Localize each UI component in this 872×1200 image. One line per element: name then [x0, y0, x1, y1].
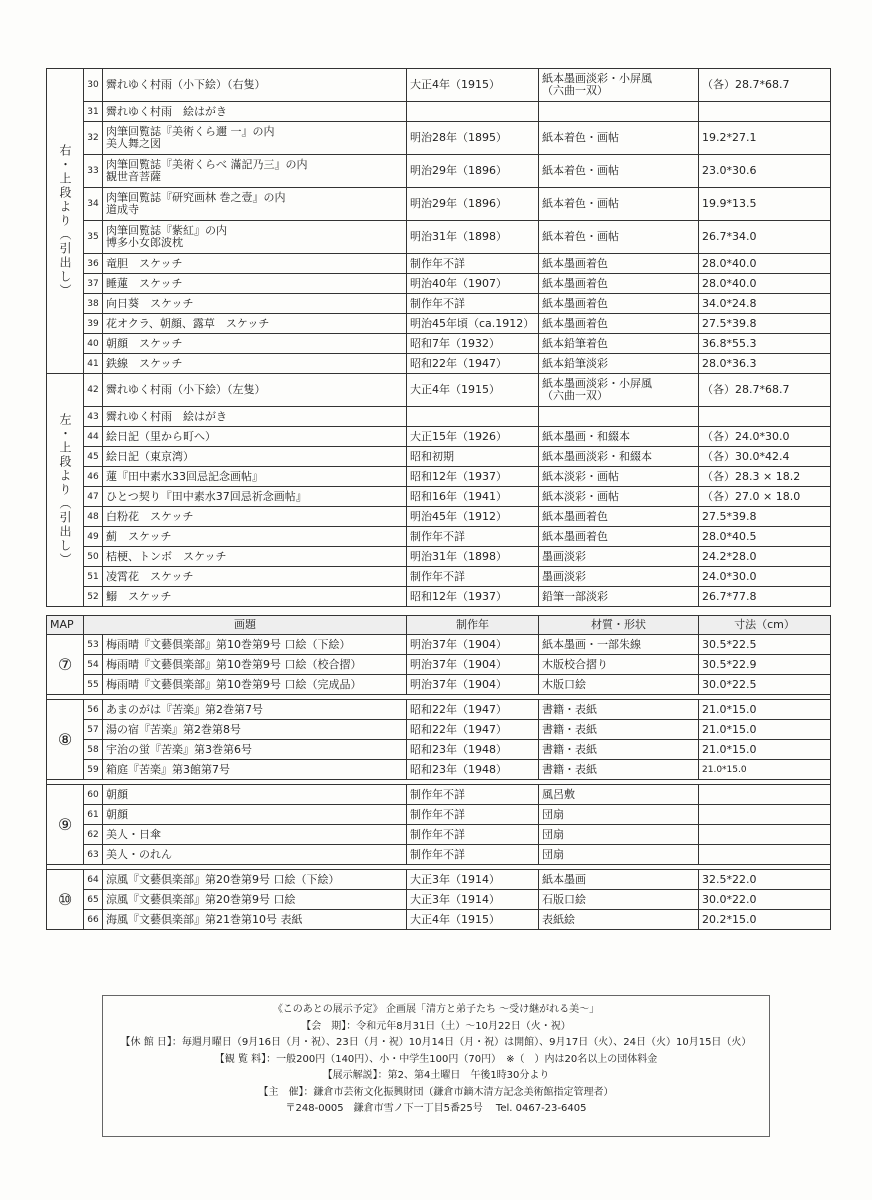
item-material — [539, 427, 699, 447]
header-material: 材質・形状 — [539, 616, 699, 635]
item-number: 55 — [84, 675, 103, 695]
text-line: 向日葵 スケッチ — [106, 296, 194, 310]
table-row — [47, 221, 831, 254]
info-line-address: 〒248-0005 鎌倉市雪ノ下一丁目5番25号 Tel. 0467-23-6405 — [285, 1103, 587, 1114]
item-size: （各）28.7*68.7 — [699, 69, 831, 102]
text-line: 紙本墨画着色 — [542, 529, 608, 543]
table-row — [47, 870, 831, 890]
item-number: 65 — [84, 890, 103, 910]
item-year: 大正15年（1926） — [407, 427, 539, 447]
item-material — [539, 188, 699, 221]
text-line: 紙本墨画淡彩・和綴本 — [542, 449, 652, 463]
item-number: 51 — [84, 567, 103, 587]
item-title: 朝顔 — [103, 805, 407, 825]
item-number: 41 — [84, 354, 103, 374]
table-row — [47, 467, 831, 487]
text-line: 肉筆回覧誌『美術くらべ 滿記乃三』の内 — [106, 158, 308, 171]
map-number: ⑦ — [47, 635, 84, 695]
item-material — [539, 354, 699, 374]
table-row — [47, 407, 831, 427]
item-number: 30 — [84, 69, 103, 102]
item-number: 37 — [84, 274, 103, 294]
table-row — [47, 374, 831, 407]
item-title — [103, 567, 407, 587]
table-row — [47, 427, 831, 447]
item-number: 43 — [84, 407, 103, 427]
item-year: 大正3年（1914） — [407, 890, 539, 910]
item-size: 28.0*40.0 — [699, 254, 831, 274]
item-number: 36 — [84, 254, 103, 274]
item-material — [539, 527, 699, 547]
item-size: 28.0*40.0 — [699, 274, 831, 294]
item-title: 涼風『文藝倶楽部』第20巻第9号 口絵（下絵） — [103, 870, 407, 890]
item-size — [699, 805, 831, 825]
item-year: 明治45年（1912） — [407, 507, 539, 527]
item-number: 64 — [84, 870, 103, 890]
item-size: 30.0*22.0 — [699, 890, 831, 910]
text-line: 紙本墨画着色 — [542, 276, 608, 290]
text-line: 鰯 スケッチ — [106, 589, 172, 603]
map-number: ⑨ — [47, 785, 84, 865]
text-line: 紙本墨画淡彩・小屏風 — [542, 377, 652, 390]
item-year: 明治40年（1907） — [407, 274, 539, 294]
item-year: 明治31年（1898） — [407, 547, 539, 567]
item-title — [103, 314, 407, 334]
item-size — [699, 102, 831, 122]
item-material — [539, 447, 699, 467]
item-number: 61 — [84, 805, 103, 825]
section-label-text: 左・上段より（引出し） — [58, 413, 72, 567]
item-material — [539, 374, 699, 407]
header-title: 画題 — [84, 616, 407, 635]
item-year: 大正3年（1914） — [407, 870, 539, 890]
item-material: 書籍・表紙 — [539, 720, 699, 740]
item-number: 50 — [84, 547, 103, 567]
info-line-schedule: 《このあとの展示予定》 企画展「清方と弟子たち ～受け継がれる美～」 — [272, 1004, 600, 1015]
text-line: 紙本着色・画帖 — [542, 131, 619, 144]
item-size: 27.5*39.8 — [699, 314, 831, 334]
item-year: 昭和初期 — [407, 447, 539, 467]
item-size: 34.0*24.8 — [699, 294, 831, 314]
item-number: 31 — [84, 102, 103, 122]
item-material: 書籍・表紙 — [539, 760, 699, 780]
section-label — [47, 69, 84, 374]
text-line: 鉄線 スケッチ — [106, 356, 183, 370]
item-number: 46 — [84, 467, 103, 487]
item-material: 木版口絵 — [539, 675, 699, 695]
table-row — [47, 507, 831, 527]
item-size — [699, 785, 831, 805]
table-row — [47, 102, 831, 122]
item-title — [103, 467, 407, 487]
info-line-period: 【会 期】：令和元年8月31日（土）～10月22日（火・祝） — [301, 1020, 571, 1032]
table-row — [47, 655, 831, 675]
item-number: 49 — [84, 527, 103, 547]
item-size: 30.5*22.9 — [699, 655, 831, 675]
item-material — [539, 467, 699, 487]
item-material: 団扇 — [539, 805, 699, 825]
item-material — [539, 507, 699, 527]
item-number: 53 — [84, 635, 103, 655]
table-row — [47, 720, 831, 740]
table-row — [47, 294, 831, 314]
item-title — [103, 188, 407, 221]
item-title: 梅雨晴『文藝倶楽部』第10巻第9号 口絵（完成品） — [103, 675, 407, 695]
text-line: 霽れゆく村雨（小下絵）（左隻） — [106, 383, 266, 396]
item-year: 制作年不詳 — [407, 785, 539, 805]
item-number: 38 — [84, 294, 103, 314]
item-material — [539, 487, 699, 507]
table-row — [47, 740, 831, 760]
item-number: 63 — [84, 845, 103, 865]
text-line: 紙本鉛筆着色 — [542, 336, 608, 350]
item-year: 明治37年（1904） — [407, 655, 539, 675]
item-year — [407, 102, 539, 122]
text-line: 紙本鉛筆淡彩 — [542, 356, 608, 370]
map-number: ⑩ — [47, 870, 84, 930]
item-material: 書籍・表紙 — [539, 740, 699, 760]
item-number: 66 — [84, 910, 103, 930]
item-material: 書籍・表紙 — [539, 700, 699, 720]
text-line: 紙本着色・画帖 — [542, 197, 619, 210]
item-material — [539, 122, 699, 155]
item-size: 27.5*39.8 — [699, 507, 831, 527]
item-number: 42 — [84, 374, 103, 407]
table-row — [47, 527, 831, 547]
text-line: 観世音菩薩 — [106, 170, 161, 183]
item-title — [103, 294, 407, 314]
text-line: 墨画淡彩 — [542, 569, 586, 583]
text-line: 鉛筆一部淡彩 — [542, 589, 608, 603]
info-line-organizer: 【主 催】：鎌倉市芸術文化振興財団（鎌倉市鏑木清方記念美術館指定管理者） — [258, 1086, 614, 1098]
text-line: 桔梗、トンボ スケッチ — [106, 549, 227, 563]
item-size: 30.0*22.5 — [699, 675, 831, 695]
item-year: 制作年不詳 — [407, 527, 539, 547]
table-row — [47, 254, 831, 274]
item-number: 47 — [84, 487, 103, 507]
item-number: 57 — [84, 720, 103, 740]
item-title: 海風『文藝倶楽部』第21巻第10号 表紙 — [103, 910, 407, 930]
item-size: 19.2*27.1 — [699, 122, 831, 155]
table-row — [47, 354, 831, 374]
item-title — [103, 427, 407, 447]
item-material: 木版校合摺り — [539, 655, 699, 675]
item-material: 団扇 — [539, 845, 699, 865]
header-map: MAP — [47, 616, 84, 635]
item-number: 32 — [84, 122, 103, 155]
item-size: 28.0*40.5 — [699, 527, 831, 547]
item-size: 32.5*22.0 — [699, 870, 831, 890]
artwork-list — [46, 68, 830, 930]
item-title — [103, 155, 407, 188]
item-size: （各）27.0 × 18.0 — [699, 487, 831, 507]
item-title: 箱庭『苦楽』第3館第7号 — [103, 760, 407, 780]
item-title — [103, 487, 407, 507]
item-title — [103, 447, 407, 467]
item-year: 大正4年（1915） — [407, 69, 539, 102]
item-number: 39 — [84, 314, 103, 334]
item-material: 石版口絵 — [539, 890, 699, 910]
table-row — [47, 675, 831, 695]
item-number: 35 — [84, 221, 103, 254]
item-number: 54 — [84, 655, 103, 675]
item-size: 30.5*22.5 — [699, 635, 831, 655]
item-material — [539, 155, 699, 188]
table-row — [47, 700, 831, 720]
text-line: 博多小女郎波枕 — [106, 236, 183, 249]
text-line: （六曲一双） — [542, 389, 608, 402]
item-year: 昭和22年（1947） — [407, 354, 539, 374]
item-year: 昭和23年（1948） — [407, 760, 539, 780]
item-year: 大正4年（1915） — [407, 374, 539, 407]
text-line: 紙本淡彩・画帖 — [542, 489, 619, 503]
item-title: 梅雨晴『文藝倶楽部』第10巻第9号 口絵（校合摺） — [103, 655, 407, 675]
info-line-fee: 【観 覧 料】：一般200円（140円）、小・中学生100円（70円） ※（ ）内は20名以上の団体料金 — [214, 1053, 658, 1065]
item-year: 昭和12年（1937） — [407, 587, 539, 607]
text-line: ひとつ契り『田中素水37回忌祈念画帖』 — [106, 489, 307, 503]
text-line: （六曲一双） — [542, 84, 608, 97]
item-year: 制作年不詳 — [407, 825, 539, 845]
item-year: 明治31年（1898） — [407, 221, 539, 254]
item-title: 美人・のれん — [103, 845, 407, 865]
text-line: 凌霄花 スケッチ — [106, 569, 194, 583]
table-row — [47, 760, 831, 780]
text-line: 紙本淡彩・画帖 — [542, 469, 619, 483]
item-size: 21.0*15.0 — [699, 740, 831, 760]
table-header — [47, 616, 831, 635]
header-year: 制作年 — [407, 616, 539, 635]
item-year: 昭和22年（1947） — [407, 700, 539, 720]
text-line: 霽れゆく村雨（小下絵）（右隻） — [106, 78, 266, 91]
item-title: 涼風『文藝倶楽部』第20巻第9号 口絵 — [103, 890, 407, 910]
item-size: 28.0*36.3 — [699, 354, 831, 374]
item-material: 表紙絵 — [539, 910, 699, 930]
item-material — [539, 294, 699, 314]
map-number: ⑧ — [47, 700, 84, 780]
table-row — [47, 122, 831, 155]
item-number: 40 — [84, 334, 103, 354]
item-year: 昭和7年（1932） — [407, 334, 539, 354]
item-year: 明治37年（1904） — [407, 675, 539, 695]
text-line: 白粉花 スケッチ — [106, 509, 194, 523]
item-material — [539, 274, 699, 294]
item-number: 56 — [84, 700, 103, 720]
text-line: 花オクラ、朝顔、露草 スケッチ — [106, 316, 270, 330]
item-size: 26.7*34.0 — [699, 221, 831, 254]
item-year: 昭和23年（1948） — [407, 740, 539, 760]
item-number: 58 — [84, 740, 103, 760]
item-title — [103, 374, 407, 407]
item-title — [103, 407, 407, 427]
table-row — [47, 69, 831, 102]
text-line: 肉筆回覧誌『紫紅』の内 — [106, 224, 227, 237]
item-title — [103, 547, 407, 567]
item-material — [539, 407, 699, 427]
item-number: 60 — [84, 785, 103, 805]
table-row — [47, 845, 831, 865]
item-title — [103, 254, 407, 274]
item-material — [539, 314, 699, 334]
text-line: 紙本墨画着色 — [542, 509, 608, 523]
item-number: 33 — [84, 155, 103, 188]
item-size: 20.2*15.0 — [699, 910, 831, 930]
item-number: 48 — [84, 507, 103, 527]
item-title: 湯の宿『苦楽』第2巻第8号 — [103, 720, 407, 740]
item-title — [103, 507, 407, 527]
text-line: 紙本墨画着色 — [542, 296, 608, 310]
bottom-artwork-table — [46, 615, 831, 930]
item-size: 19.9*13.5 — [699, 188, 831, 221]
table-row — [47, 805, 831, 825]
table-row — [47, 635, 831, 655]
item-material — [539, 254, 699, 274]
table-row — [47, 825, 831, 845]
table-row — [47, 334, 831, 354]
item-number: 45 — [84, 447, 103, 467]
item-material — [539, 567, 699, 587]
item-material — [539, 547, 699, 567]
item-year: 明治29年（1896） — [407, 188, 539, 221]
text-line: 肉筆回覧誌『美術くら邇 一』の内 — [106, 125, 275, 138]
text-line: 道成寺 — [106, 203, 139, 216]
item-year: 明治28年（1895） — [407, 122, 539, 155]
item-material — [539, 102, 699, 122]
item-number: 44 — [84, 427, 103, 447]
text-line: 紙本墨画・和綴本 — [542, 429, 630, 443]
table-row — [47, 274, 831, 294]
item-material: 風呂敷 — [539, 785, 699, 805]
text-line: 墨画淡彩 — [542, 549, 586, 563]
item-title — [103, 274, 407, 294]
item-title — [103, 69, 407, 102]
item-size: 36.8*55.3 — [699, 334, 831, 354]
item-year: 昭和16年（1941） — [407, 487, 539, 507]
table-row — [47, 314, 831, 334]
table-row — [47, 447, 831, 467]
item-material — [539, 334, 699, 354]
text-line: 竜胆 スケッチ — [106, 256, 183, 270]
item-year: 明治29年（1896） — [407, 155, 539, 188]
item-size — [699, 825, 831, 845]
item-material — [539, 69, 699, 102]
section-label — [47, 374, 84, 607]
item-title — [103, 102, 407, 122]
item-year: 昭和22年（1947） — [407, 720, 539, 740]
item-size: （各）24.0*30.0 — [699, 427, 831, 447]
item-year: 大正4年（1915） — [407, 910, 539, 930]
table-row — [47, 910, 831, 930]
table-row — [47, 785, 831, 805]
item-material: 紙本墨画 — [539, 870, 699, 890]
item-year: 明治37年（1904） — [407, 635, 539, 655]
table-row — [47, 890, 831, 910]
item-year: 明治45年頃（ca.1912） — [407, 314, 539, 334]
item-title — [103, 334, 407, 354]
item-size: （各）28.7*68.7 — [699, 374, 831, 407]
header-size: 寸法（cm） — [699, 616, 831, 635]
item-year: 制作年不詳 — [407, 254, 539, 274]
upcoming-exhibition-info — [102, 995, 770, 1137]
item-year: 昭和12年（1937） — [407, 467, 539, 487]
table-row — [47, 188, 831, 221]
text-line: 朝顔 スケッチ — [106, 336, 183, 350]
item-number: 34 — [84, 188, 103, 221]
item-title — [103, 587, 407, 607]
top-artwork-table — [46, 68, 831, 607]
item-size: 21.0*15.0 — [699, 700, 831, 720]
text-line: 美人舞之図 — [106, 137, 161, 150]
item-title — [103, 122, 407, 155]
item-size — [699, 407, 831, 427]
text-line: 紙本墨画淡彩・小屏風 — [542, 72, 652, 85]
table-row — [47, 155, 831, 188]
item-title: あまのがは『苦楽』第2巻第7号 — [103, 700, 407, 720]
item-material: 団扇 — [539, 825, 699, 845]
item-size: 24.2*28.0 — [699, 547, 831, 567]
section-label-text: 右・上段より（引出し） — [58, 144, 72, 298]
item-year — [407, 407, 539, 427]
text-line: 蓮『田中素水33回忌記念画帖』 — [106, 469, 263, 483]
item-year: 制作年不詳 — [407, 805, 539, 825]
item-year: 制作年不詳 — [407, 845, 539, 865]
item-title: 美人・日傘 — [103, 825, 407, 845]
text-line: 霽れゆく村雨 絵はがき — [106, 409, 227, 423]
text-line: 紙本着色・画帖 — [542, 230, 619, 243]
table-row — [47, 567, 831, 587]
item-size: 26.7*77.8 — [699, 587, 831, 607]
item-year: 制作年不詳 — [407, 294, 539, 314]
item-material — [539, 587, 699, 607]
item-size: 21.0*15.0 — [699, 760, 831, 780]
item-size: 23.0*30.6 — [699, 155, 831, 188]
text-line: 睡蓮 スケッチ — [106, 276, 183, 290]
info-line-talk: 【展示解説】：第2、第4土曜日 午後1時30分より — [322, 1070, 550, 1081]
text-line: 肉筆回覧誌『研究画林 巻之壹』の内 — [106, 191, 286, 204]
item-number: 62 — [84, 825, 103, 845]
table-row — [47, 587, 831, 607]
text-line: 薊 スケッチ — [106, 529, 172, 543]
item-material: 紙本墨画・一部朱線 — [539, 635, 699, 655]
table-row — [47, 547, 831, 567]
table-row — [47, 487, 831, 507]
item-number: 59 — [84, 760, 103, 780]
text-line: 霽れゆく村雨 絵はがき — [106, 104, 227, 118]
item-material — [539, 221, 699, 254]
text-line: 紙本墨画着色 — [542, 256, 608, 270]
info-line-closed: 【休 館 日】：毎週月曜日（9月16日（月・祝）、23日（月・祝）10月14日（月・祝）は開館）、9月17日（火）、24日（火）10月15日（火） — [120, 1037, 752, 1048]
item-title — [103, 221, 407, 254]
item-title — [103, 354, 407, 374]
item-size — [699, 845, 831, 865]
text-line: 紙本墨画着色 — [542, 316, 608, 330]
item-number: 52 — [84, 587, 103, 607]
item-year: 制作年不詳 — [407, 567, 539, 587]
item-title — [103, 527, 407, 547]
item-size: （各）28.3 × 18.2 — [699, 467, 831, 487]
item-title: 梅雨晴『文藝倶楽部』第10巻第9号 口絵（下絵） — [103, 635, 407, 655]
item-title: 宇治の蛍『苦楽』第3巻第6号 — [103, 740, 407, 760]
text-line: 絵日記（里から町へ） — [106, 429, 216, 443]
item-title: 朝顔 — [103, 785, 407, 805]
item-size: 24.0*30.0 — [699, 567, 831, 587]
text-line: 紙本着色・画帖 — [542, 164, 619, 177]
item-size: （各）30.0*42.4 — [699, 447, 831, 467]
item-size: 21.0*15.0 — [699, 720, 831, 740]
text-line: 絵日記（東京湾） — [106, 449, 194, 463]
